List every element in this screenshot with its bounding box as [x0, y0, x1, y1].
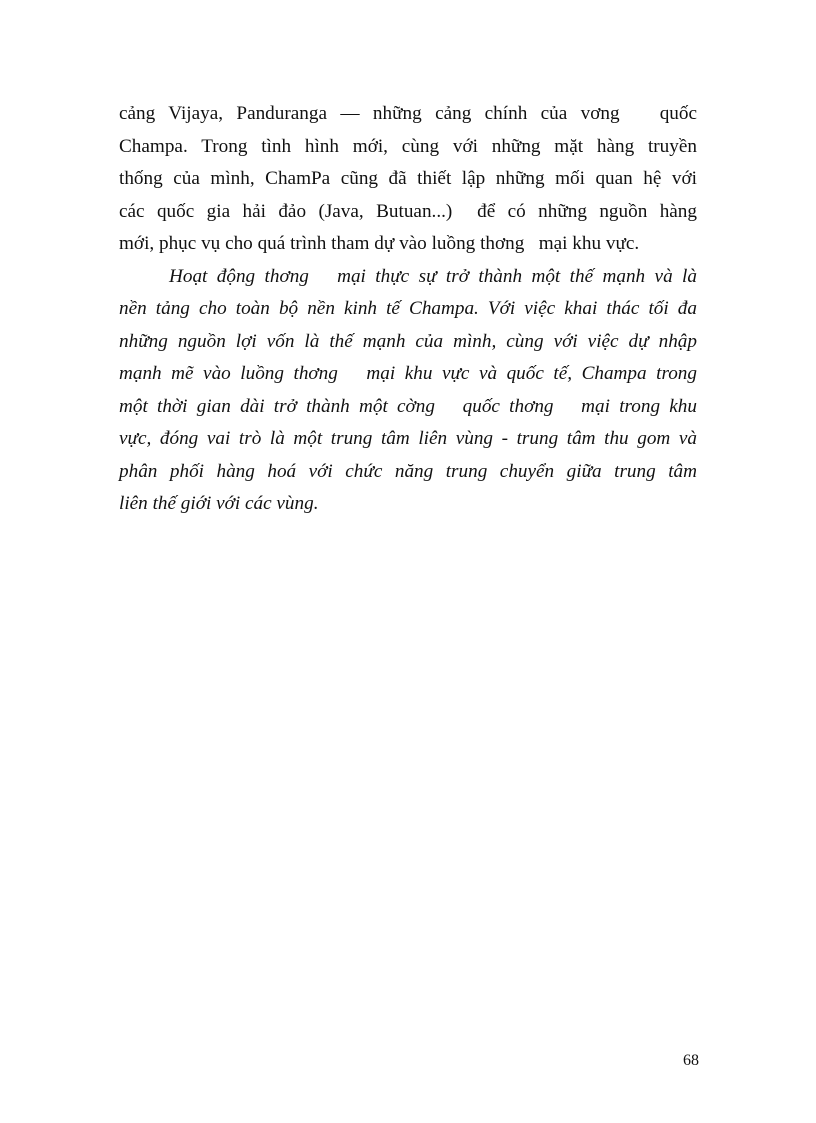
text-line: vực, đóng vai trò là một trung tâm liên vùng - trung tâm thu gom và: [119, 428, 697, 449]
text-line: phân phối hàng hoá với chức năng trung chuyển giữa trung tâm: [119, 460, 697, 482]
paragraph-commerce-strength: [119, 261, 697, 521]
paragraph-trade-ports: [119, 98, 697, 261]
text-line: nền tảng cho toàn bộ nền kinh tế Champa. Với việc khai thác tối đa: [119, 298, 697, 319]
text-line: Champa. Trong tình hình mới, cùng với những mặt hàng truyền: [119, 135, 697, 157]
text-line: các quốc gia hải đảo (Java, Butuan...) để có những nguồn hàng: [119, 200, 697, 222]
page-number: 68: [683, 1052, 699, 1069]
text-line: liên thế giới với các vùng.: [119, 493, 319, 514]
text-line: những nguồn lợi vốn là thế mạnh của mình, cùng với việc dự nhập: [119, 330, 697, 352]
text-line: thống của mình, ChamPa cũng đã thiết lập những mối quan hệ với: [119, 168, 697, 189]
text-line: mạnh mẽ vào luồng thơng mại khu vực và quốc tế, Champa trong: [119, 363, 697, 384]
body-text: [119, 98, 697, 521]
text-line: một thời gian dài trở thành một cờng quốc thơng mại trong khu: [119, 395, 697, 417]
text-line: cảng Vijaya, Panduranga — những cảng chính của vơng quốc: [119, 103, 697, 124]
text-line: mới, phục vụ cho quá trình tham dự vào luồng thơng mại khu vực.: [119, 233, 640, 254]
text-line: Hoạt động thơng mại thực sự trở thành một thế mạnh và là: [169, 265, 697, 287]
